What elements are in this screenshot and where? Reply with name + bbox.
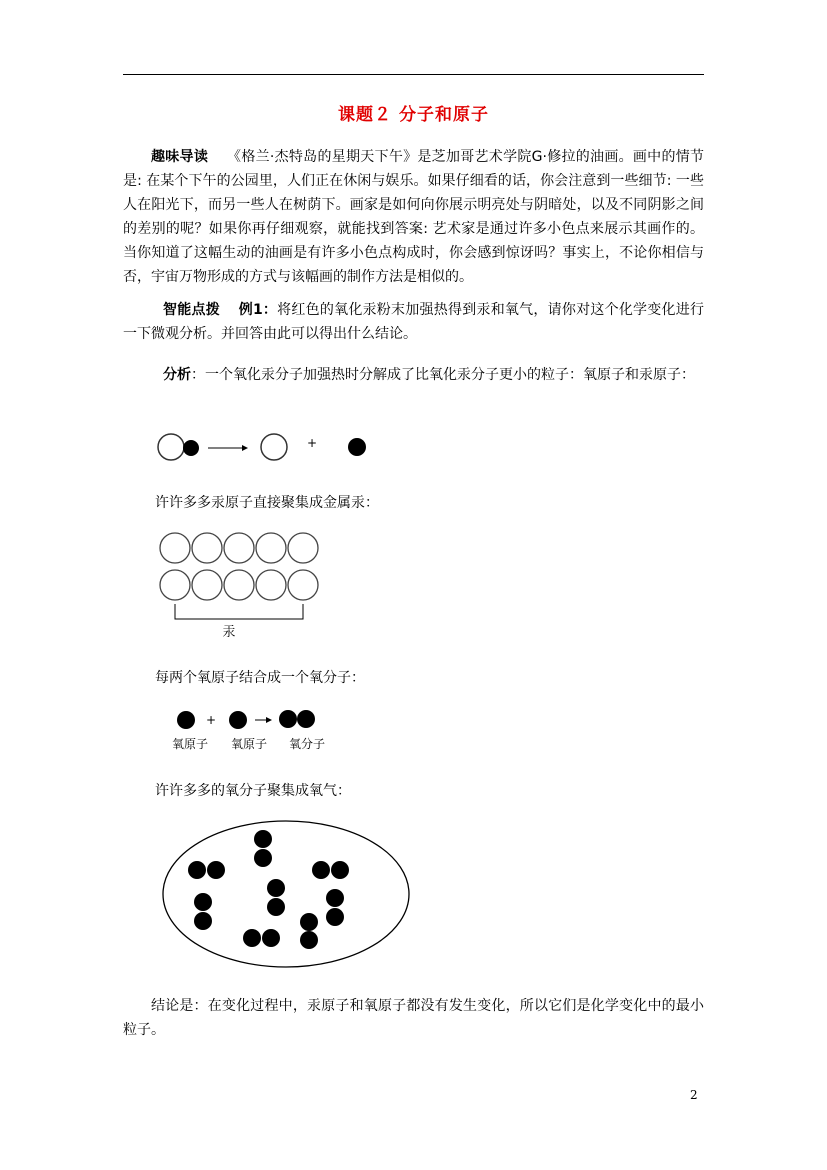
oxygen-atom: [207, 861, 225, 879]
mercury-atom: [288, 570, 318, 600]
oxygen-atom: [194, 912, 212, 930]
analysis-text: ：一个氧化汞分子加强热时分解成了比氧化汞分子更小的粒子：氧原子和汞原子：: [191, 367, 695, 383]
label-oxygen-molecule: 氧分子: [288, 737, 326, 751]
oxygen-gas-line: 许许多多的氧分子聚集成氧气：: [155, 783, 351, 799]
analysis-paragraph: [123, 363, 704, 387]
example-heading: 智能点拨: [163, 302, 220, 318]
mercury-atom: [160, 570, 190, 600]
label-oxygen-atom-a: 氧原子: [171, 737, 209, 751]
mercury-label: 汞: [222, 625, 236, 640]
plus-sign: +: [306, 436, 318, 450]
mercury-atom: [192, 533, 222, 563]
plus-sign: +: [205, 713, 217, 727]
oxygen-atom: [326, 889, 344, 907]
oxygen-atom: [300, 913, 318, 931]
decomposition-diagram: [150, 428, 380, 468]
oxygen-atom: [267, 898, 285, 916]
bracket: [175, 604, 303, 619]
mercury-atom: [192, 570, 222, 600]
oxygen-atom: [297, 710, 315, 728]
oxygen-atom: [300, 931, 318, 949]
mercury-atom: [160, 533, 190, 563]
oxygen-atom: [312, 861, 330, 879]
intro-text: 《格兰·杰特岛的星期天下午》是芝加哥艺术学院G·修拉的油画。画中的情节是: 在某个下午的公园里，人们正在休闲与娱乐。如果仔细看的话，你会注意到一些细节: 一些人在阳光下，而另一些人在树荫下。画家是如何向你展示明亮处与阴暗处，以及不同阴影之间的差别的呢？如果你再仔细观察，就能找到答案: 艺术家是通过许多小色点来展示其画作的。当你知道了这幅生动的油画是有许多小色点构成时，你会感到惊讶吗？事实上，不论你相信与否，宇宙万物形成的方式与该幅画的制作方法是相似的。: [123, 149, 704, 285]
example-text: 将红色的氧化汞粉末加强热得到汞和氧气，请你对这个化学变化进行一下微观分析。并回答由此可以得出什么结论。: [123, 302, 704, 342]
page-title: 课题２ 分子和原子: [338, 105, 489, 125]
intro-heading: 趣味导读: [151, 149, 209, 165]
oxygen-gas-diagram: [155, 815, 415, 975]
oxygen-atom: [254, 849, 272, 867]
intro-paragraph: [123, 145, 704, 289]
example-paragraph: [123, 298, 704, 346]
oxygen-atom: [331, 861, 349, 879]
header-rule: [123, 74, 704, 75]
mercury-line: 许许多多汞原子直接聚集成金属汞：: [155, 495, 379, 511]
oxygen-atom: [267, 879, 285, 897]
oxygen-atom: [279, 710, 297, 728]
arrow-head-icon: [242, 445, 248, 451]
mercury-atom: [224, 570, 254, 600]
mercury-metal-diagram: [157, 530, 327, 642]
mercury-atom: [288, 533, 318, 563]
arrow-head-icon: [266, 717, 272, 723]
oxygen-atom: [326, 908, 344, 926]
example-label: 例1：: [238, 302, 278, 318]
oxygen-molecule-diagram: [165, 708, 345, 756]
oxygen-atom: [254, 830, 272, 848]
oxygen-atom: [243, 929, 261, 947]
oxygen-atom: [194, 893, 212, 911]
oxygen-atom: [177, 711, 195, 729]
mercury-atom: [256, 570, 286, 600]
oxygen-pair-line: 每两个氧原子结合成一个氧分子：: [155, 670, 365, 686]
oxygen-atom: [188, 861, 206, 879]
mercury-atom-in-molecule: [158, 434, 184, 460]
mercury-atom: [256, 533, 286, 563]
mercury-atom: [224, 533, 254, 563]
oxygen-atom: [348, 438, 366, 456]
mercury-atom: [261, 434, 287, 460]
page-number: 2: [690, 1088, 698, 1102]
label-oxygen-atom-b: 氧原子: [230, 737, 268, 751]
oxygen-atom: [229, 711, 247, 729]
oxygen-atom-in-molecule: [183, 440, 199, 456]
conclusion-paragraph: 结论是：在变化过程中，汞原子和氧原子都没有发生变化，所以它们是化学变化中的最小粒子。: [123, 998, 704, 1038]
oxygen-atom: [262, 929, 280, 947]
analysis-heading: 分析: [163, 367, 191, 383]
